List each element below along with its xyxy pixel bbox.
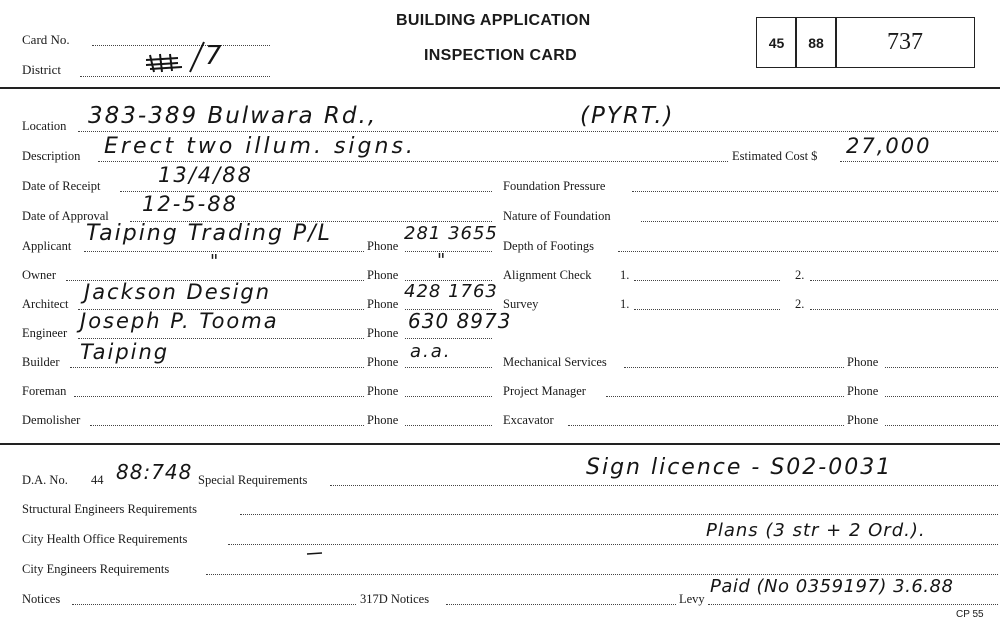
engineer-value: Joseph P. Tooma bbox=[80, 309, 279, 333]
district-label: District bbox=[22, 62, 61, 77]
notices-317d-label: 317D Notices bbox=[360, 592, 430, 606]
engineer-label: Engineer bbox=[22, 326, 68, 340]
levy-field bbox=[708, 604, 998, 605]
engineer-phone-value: 630 8973 bbox=[408, 309, 512, 333]
foreman-phone-field bbox=[405, 396, 492, 397]
applicant-field bbox=[84, 251, 364, 252]
mechanical-services-field bbox=[624, 367, 844, 368]
owner-phone-label: Phone bbox=[367, 268, 399, 282]
levy-label: Levy bbox=[679, 592, 705, 606]
builder-phone-label: Phone bbox=[367, 355, 399, 369]
project-manager-phone-label: Phone bbox=[847, 384, 879, 398]
builder-value: Taiping bbox=[80, 340, 170, 364]
foreman-phone-label: Phone bbox=[367, 384, 399, 398]
excavator-phone-field bbox=[885, 425, 998, 426]
card-number-box: 737 bbox=[835, 17, 975, 68]
survey-label: Survey bbox=[503, 297, 539, 311]
architect-value: Jackson Design bbox=[84, 280, 272, 304]
project-manager-phone-field bbox=[885, 396, 998, 397]
owner-ditto: " bbox=[210, 251, 221, 272]
nature-of-foundation-label: Nature of Foundation bbox=[503, 209, 611, 223]
date-of-receipt-label: Date of Receipt bbox=[22, 179, 101, 193]
mechanical-services-phone-field bbox=[885, 367, 998, 368]
special-requirements-value: Sign licence - S02-0031 bbox=[586, 455, 893, 480]
engineer-phone-label: Phone bbox=[367, 326, 399, 340]
city-health-label: City Health Office Requirements bbox=[22, 532, 188, 546]
demolisher-label: Demolisher bbox=[22, 413, 81, 427]
alignment-check-label: Alignment Check bbox=[503, 268, 592, 282]
survey-1-field bbox=[634, 309, 780, 310]
survey-2-field bbox=[810, 309, 998, 310]
date-of-approval-label: Date of Approval bbox=[22, 209, 109, 223]
alignment-check-1-label: 1. bbox=[620, 268, 630, 282]
builder-phone-field bbox=[405, 367, 492, 368]
estimated-cost-label: Estimated Cost $ bbox=[732, 149, 818, 163]
structural-engineers-label: Structural Engineers Requirements bbox=[22, 502, 197, 516]
owner-label: Owner bbox=[22, 268, 57, 282]
architect-phone-label: Phone bbox=[367, 297, 399, 311]
description-value: Erect two illum. signs. bbox=[104, 134, 416, 159]
depth-of-footings-label: Depth of Footings bbox=[503, 239, 594, 253]
engineer-field bbox=[78, 338, 364, 339]
date-of-approval-value: 12-5-88 bbox=[142, 192, 238, 216]
notices-field bbox=[72, 604, 356, 605]
special-requirements-label: Special Requirements bbox=[198, 473, 308, 487]
foundation-pressure-field bbox=[632, 191, 998, 192]
header-divider bbox=[0, 87, 1000, 89]
district-scribble-icon bbox=[138, 38, 263, 80]
card-no-label: Card No. bbox=[22, 32, 70, 47]
form-code: CP 55 bbox=[956, 609, 984, 620]
survey-1-label: 1. bbox=[620, 297, 630, 311]
location-field bbox=[78, 131, 998, 132]
da-no-label: D.A. No. bbox=[22, 473, 68, 487]
engineer-phone-field bbox=[405, 338, 492, 339]
section-divider bbox=[0, 443, 1000, 445]
location-value: 383-389 Bulwara Rd., bbox=[88, 103, 378, 129]
demolisher-field bbox=[90, 425, 364, 426]
applicant-phone-field bbox=[405, 251, 492, 252]
notices-317d-field bbox=[446, 604, 676, 605]
project-manager-field bbox=[606, 396, 844, 397]
applicant-label: Applicant bbox=[22, 239, 72, 253]
structural-engineers-field bbox=[240, 514, 998, 515]
nature-of-foundation-field bbox=[641, 221, 998, 222]
architect-label: Architect bbox=[22, 297, 69, 311]
pen-mark-icon bbox=[306, 550, 324, 558]
card-box-1: 45 bbox=[756, 17, 797, 68]
applicant-value: Taiping Trading P/L bbox=[86, 221, 332, 246]
alignment-check-2-label: 2. bbox=[795, 268, 805, 282]
project-manager-label: Project Manager bbox=[503, 384, 586, 398]
da-no-value: 88:748 bbox=[116, 460, 193, 484]
description-field bbox=[98, 161, 728, 162]
district-value: 7 bbox=[205, 41, 224, 71]
da-no-prefix: 44 bbox=[91, 473, 104, 487]
mechanical-services-phone-label: Phone bbox=[847, 355, 879, 369]
city-health-field bbox=[228, 544, 998, 545]
depth-of-footings-field bbox=[618, 251, 998, 252]
alignment-check-2-field bbox=[810, 280, 998, 281]
city-health-value: Plans (3 str + 2 Ord.). bbox=[706, 520, 926, 541]
special-requirements-field bbox=[330, 485, 998, 486]
owner-phone-ditto: " bbox=[437, 250, 448, 271]
location-note: (PYRT.) bbox=[580, 103, 675, 129]
excavator-field bbox=[568, 425, 844, 426]
location-label: Location bbox=[22, 119, 67, 133]
notices-label: Notices bbox=[22, 592, 61, 606]
form-title-line1: BUILDING APPLICATION bbox=[396, 12, 591, 29]
demolisher-phone-label: Phone bbox=[367, 413, 399, 427]
estimated-cost-value: 27,000 bbox=[846, 134, 932, 158]
description-label: Description bbox=[22, 149, 81, 163]
builder-label: Builder bbox=[22, 355, 60, 369]
form-title-line2: INSPECTION CARD bbox=[424, 47, 577, 64]
architect-phone-value: 428 1763 bbox=[404, 281, 498, 302]
foreman-field bbox=[74, 396, 364, 397]
date-of-receipt-value: 13/4/88 bbox=[158, 163, 253, 187]
foreman-label: Foreman bbox=[22, 384, 67, 398]
card-box-2: 88 bbox=[795, 17, 837, 68]
demolisher-phone-field bbox=[405, 425, 492, 426]
excavator-phone-label: Phone bbox=[847, 413, 879, 427]
applicant-phone-label: Phone bbox=[367, 239, 399, 253]
estimated-cost-field bbox=[840, 161, 998, 162]
mechanical-services-label: Mechanical Services bbox=[503, 355, 607, 369]
builder-field bbox=[70, 367, 364, 368]
survey-2-label: 2. bbox=[795, 297, 805, 311]
alignment-check-1-field bbox=[634, 280, 780, 281]
applicant-phone-value: 281 3655 bbox=[404, 223, 498, 244]
levy-value: Paid (No 0359197) 3.6.88 bbox=[710, 576, 954, 597]
builder-phone-value: a.a. bbox=[410, 341, 452, 362]
foundation-pressure-label: Foundation Pressure bbox=[503, 179, 606, 193]
city-engineers-label: City Engineers Requirements bbox=[22, 562, 170, 576]
excavator-label: Excavator bbox=[503, 413, 554, 427]
